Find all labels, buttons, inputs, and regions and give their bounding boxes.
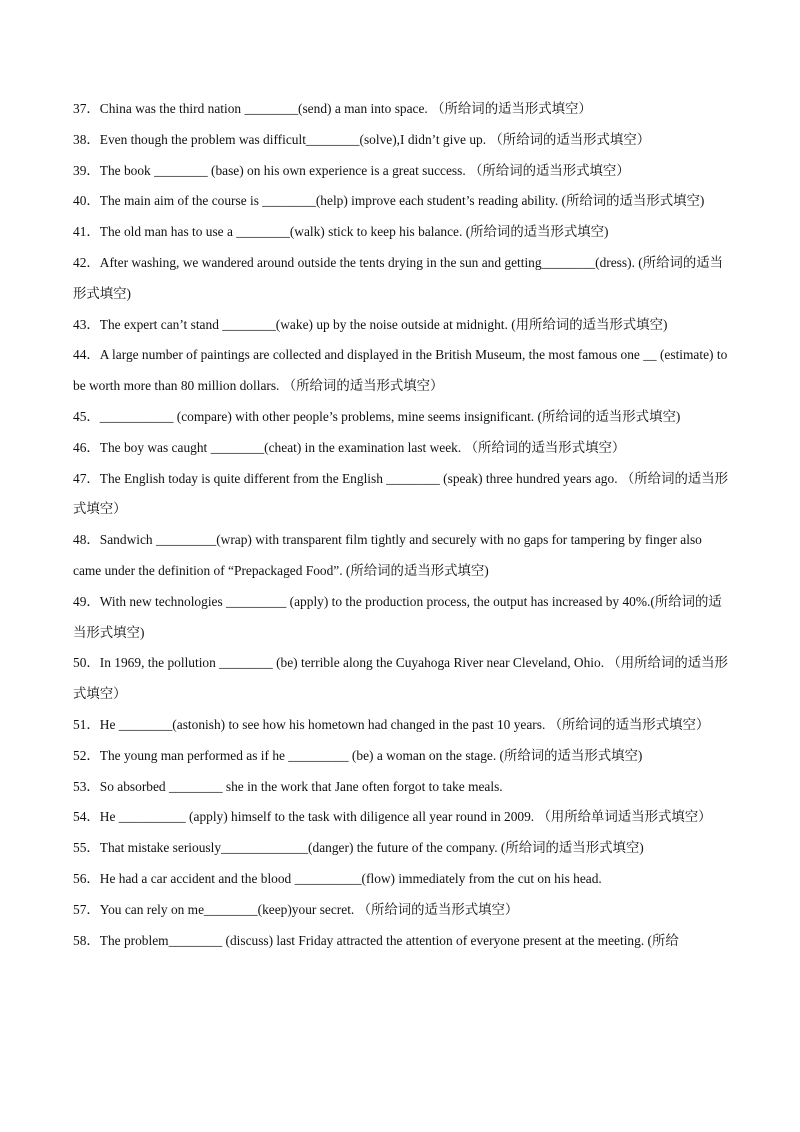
question-text: The young man performed as if he _________ (be) a woman on the stage. (所给词的适当形式填空) — [99, 747, 643, 763]
question-text: China was the third nation ________(send) a man into space. （所给词的适当形式填空） — [99, 101, 592, 116]
question-number: 56． — [73, 870, 100, 886]
question-text: He had a car accident and the blood __________(flow) immediately from the cut on his head. — [99, 870, 602, 886]
question-item — [73, 94, 733, 125]
question-item — [73, 125, 733, 156]
question-number: 52． — [73, 747, 100, 763]
question-number: 44． — [73, 347, 100, 363]
question-text: So absorbed ________ she in the work that Jane often forgot to take meals. — [99, 778, 503, 794]
question-number: 38． — [73, 131, 100, 147]
question-text: After washing, we wandered around outside the tents drying in the sun and getting________(dress). (所给词的适当形式填空) — [73, 254, 724, 301]
question-text: He ________(astonish) to see how his hometown had changed in the past 10 years. （所给词的适当形式填空） — [99, 716, 710, 732]
question-item — [73, 433, 733, 464]
question-number: 37． — [73, 101, 100, 116]
question-number: 43． — [73, 316, 100, 332]
question-item — [73, 802, 733, 833]
question-text: The expert can’t stand ________(wake) up by the noise outside at midnight. (用所给词的适当形式填空) — [99, 316, 668, 332]
question-number: 42． — [73, 254, 100, 270]
question-number: 48． — [73, 532, 100, 548]
question-item — [73, 402, 733, 433]
question-number: 49． — [73, 593, 100, 609]
question-text: The main aim of the course is ________(help) improve each student’s reading ability. (所给词的适当形式填空) — [99, 193, 705, 209]
question-item — [73, 833, 733, 864]
question-text: The boy was caught ________(cheat) in the examination last week. （所给词的适当形式填空） — [99, 439, 626, 455]
question-number: 40． — [73, 193, 100, 209]
question-item — [73, 648, 733, 710]
question-number: 57． — [73, 901, 100, 917]
question-number: 41． — [73, 224, 100, 240]
question-text: The English today is quite different from the English ________ (speak) three hundred years ago. （所给词的适当形式填空） — [73, 470, 729, 517]
question-text: ___________ (compare) with other people’s problems, mine seems insignificant. (所给词的适当形式填空) — [99, 408, 681, 424]
question-text: The problem________ (discuss) last Friday attracted the attention of everyone present at the meeting. (所给 — [99, 932, 679, 948]
question-text: That mistake seriously_____________(danger) the future of the company. (所给词的适当形式填空) — [99, 840, 644, 856]
question-item — [73, 741, 733, 772]
question-number: 51． — [73, 716, 100, 732]
question-number: 54． — [73, 809, 100, 825]
question-list — [73, 94, 733, 956]
question-item — [73, 340, 733, 402]
question-item — [73, 525, 733, 587]
question-item — [73, 710, 733, 741]
question-text: Even though the problem was difficult________(solve),I didn’t give up. （所给词的适当形式填空） — [99, 131, 651, 147]
question-text: A large number of paintings are collected and displayed in the British Museum, the most famous one __ (estimate) to be worth more than 80 million dollars. （所给词的适当形式填空） — [73, 347, 728, 394]
question-item — [73, 587, 733, 649]
question-number: 47． — [73, 470, 100, 486]
question-text: In 1969, the pollution ________ (be) terrible along the Cuyahoga River near Cleveland, Ohio. （用所给词的适当形式填空） — [73, 655, 728, 702]
question-number: 55． — [73, 840, 100, 856]
question-number: 46． — [73, 439, 100, 455]
question-item — [73, 248, 733, 310]
question-item — [73, 156, 733, 187]
question-text: He __________ (apply) himself to the task with diligence all year round in 2009. （用所给单词适当形式填空） — [99, 809, 712, 825]
question-number: 50． — [73, 655, 100, 671]
question-number: 53． — [73, 778, 100, 794]
question-number: 58． — [73, 932, 100, 948]
question-item — [73, 310, 733, 341]
question-number: 45． — [73, 408, 100, 424]
question-item — [73, 926, 733, 957]
question-text: The book ________ (base) on his own experience is a great success. （所给词的适当形式填空） — [99, 162, 630, 178]
question-text: With new technologies _________ (apply) to the production process, the output has increased by 40%.(所给词的适当形式填空) — [73, 593, 722, 640]
question-item — [73, 772, 733, 803]
question-item — [73, 864, 733, 895]
question-text: You can rely on me________(keep)your secret. （所给词的适当形式填空） — [99, 901, 519, 917]
question-item — [73, 186, 733, 217]
question-item — [73, 895, 733, 926]
question-item — [73, 464, 733, 526]
question-text: The old man has to use a ________(walk) stick to keep his balance. (所给词的适当形式填空) — [99, 224, 609, 240]
question-text: Sandwich _________(wrap) with transparent film tightly and securely with no gaps for tampering by finger also came under the definition of “Prepackaged Food”. (所给词的适当形式填空) — [73, 532, 702, 578]
question-number: 39． — [73, 162, 100, 178]
question-item — [73, 217, 733, 248]
